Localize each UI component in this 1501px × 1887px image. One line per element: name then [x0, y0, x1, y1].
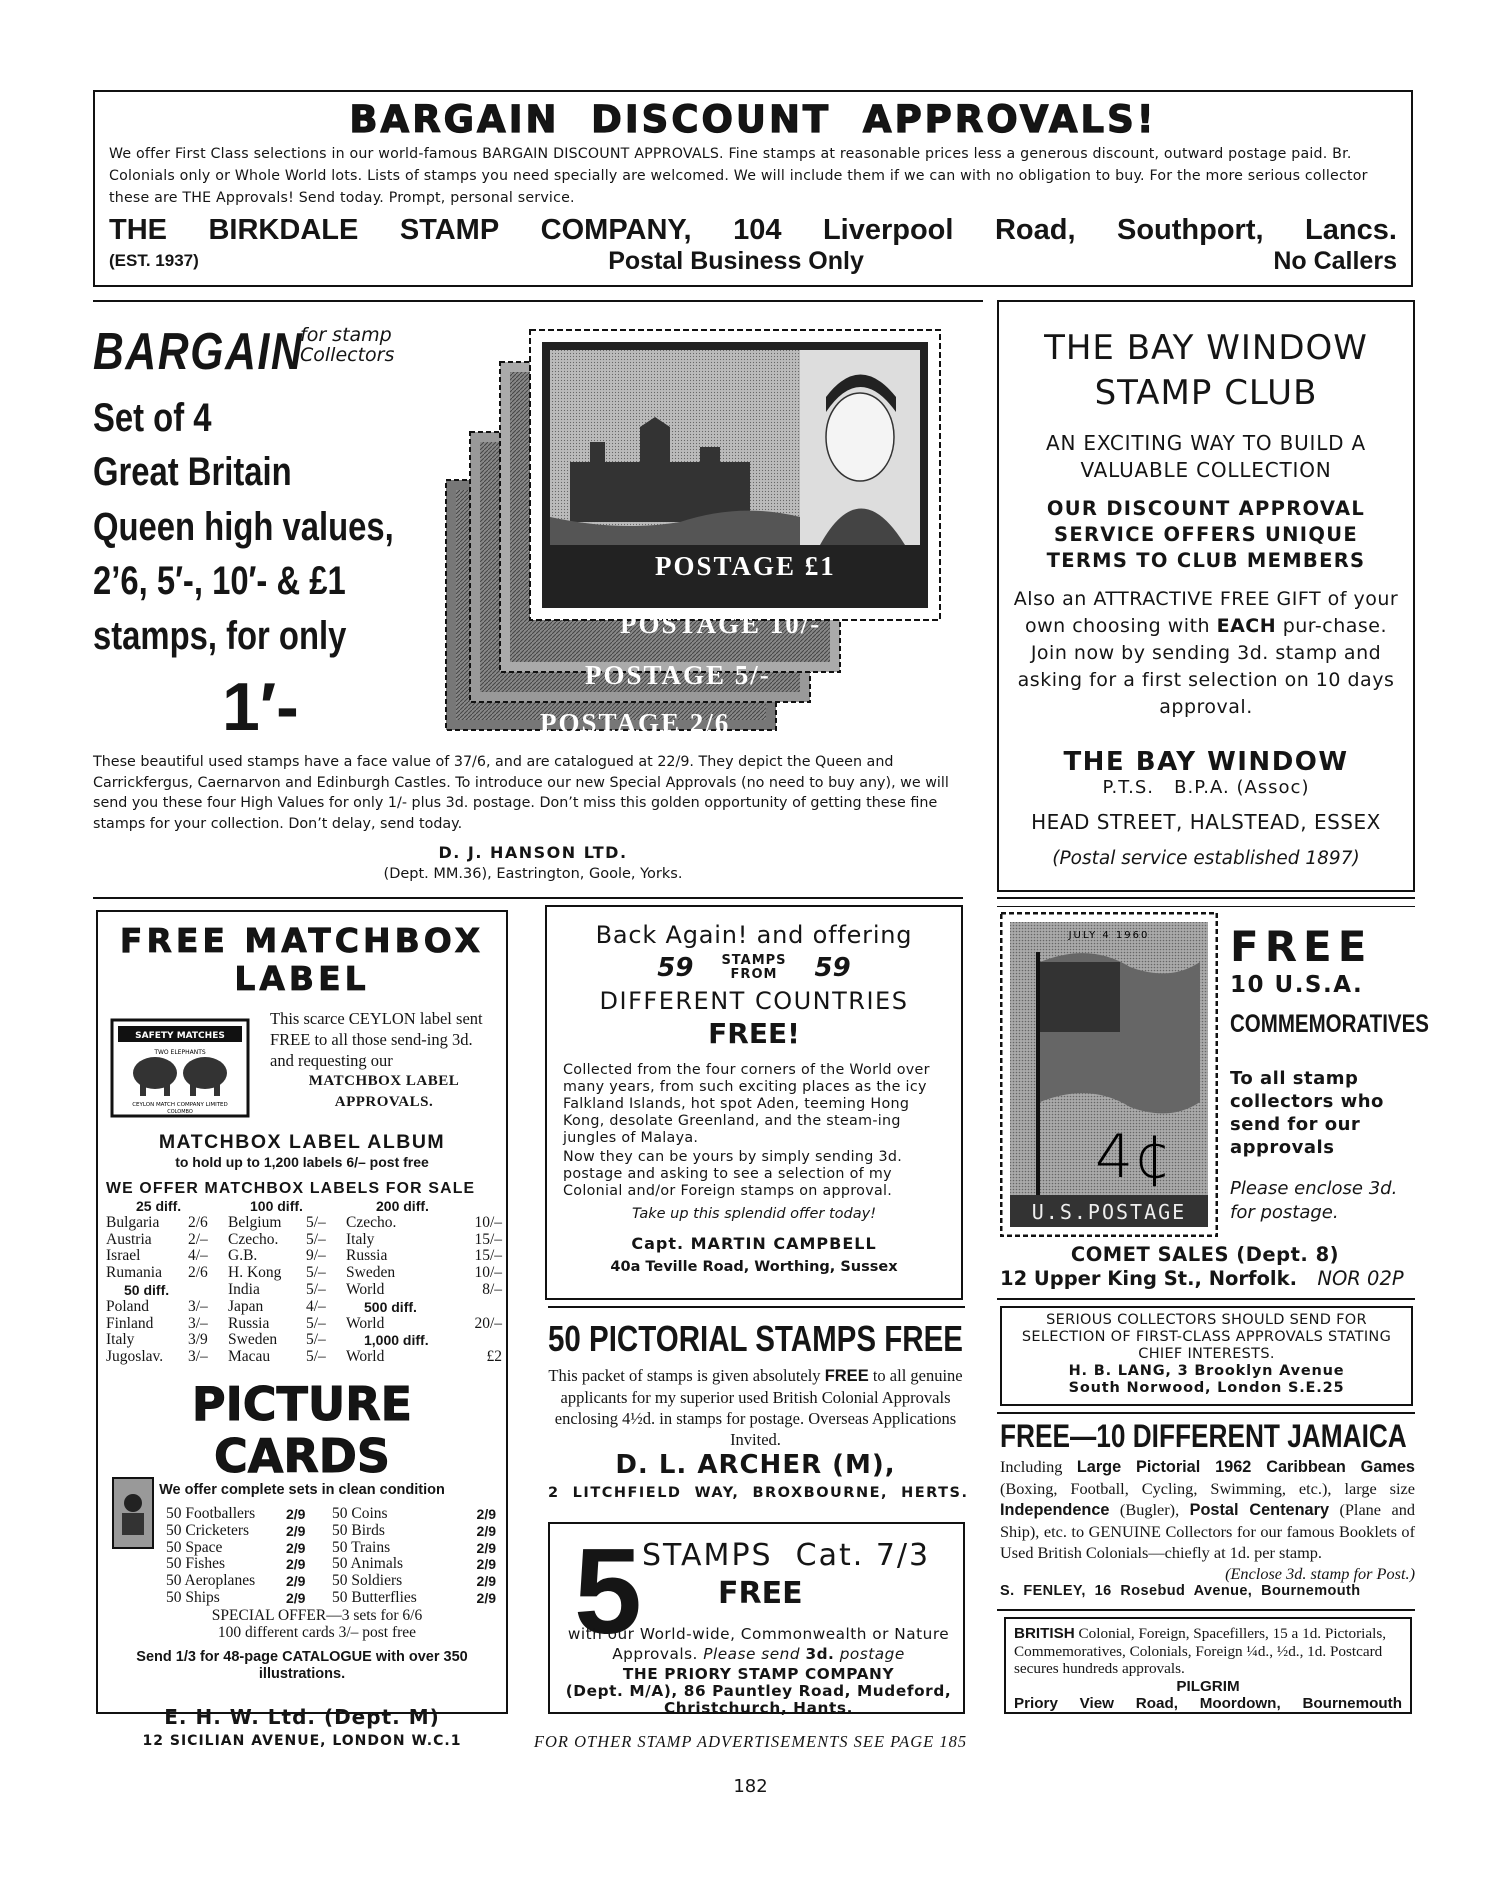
- stamp-label: POSTAGE £1: [655, 551, 836, 581]
- priory-with: [560, 1624, 957, 1664]
- matchbox-cell: [440, 1332, 502, 1349]
- stamps-word: STAMPS: [721, 953, 787, 968]
- matchbox-label-text: TWO ELEPHANTS: [154, 1049, 206, 1056]
- matchbox-row: [106, 1248, 502, 1265]
- priory-name: THE PRIORY STAMP COMPANY: [622, 1665, 895, 1683]
- priory-company: [560, 1666, 957, 1717]
- campbell-stamps-from: [721, 954, 786, 982]
- special-offer-2: 100 different cards 3/– post free: [217, 1623, 417, 1641]
- birkdale-word: Lancs.: [1305, 214, 1397, 246]
- col-header: 25 diff.: [136, 1198, 182, 1214]
- matchbox-cell: 3/–: [188, 1314, 208, 1332]
- birkdale-postal: Postal Business Only: [608, 247, 864, 275]
- bay-paragraph: [1013, 586, 1399, 721]
- hanson-line: 2’6, 5′-, 10′- & £1: [93, 559, 346, 603]
- picture-set-cell: 50 Coins: [332, 1504, 388, 1522]
- campbell-num: 59: [657, 953, 694, 983]
- matchbox-cell: 15/–: [474, 1230, 502, 1248]
- matchbox-intro-text: This scarce CEYLON label sent FREE to all those send-ing 3d. and requesting our: [270, 1009, 483, 1070]
- picture-cards-body: [166, 1506, 496, 1607]
- pilgrim-addr-word: Moordown,: [1199, 1695, 1281, 1712]
- priory-advert: [548, 1522, 965, 1717]
- matchbox-cell: H. Kong: [228, 1264, 282, 1282]
- campbell-take-up: Take up this splendid offer today!: [631, 1206, 877, 1222]
- col-header: 200 diff.: [376, 1198, 429, 1214]
- archer-heading: 50 PICTORIAL STAMPS FREE: [548, 1318, 963, 1359]
- priory-address: (Dept. M/A), 86 Pauntley Road, Mudeford, Christchurch, Hants.: [565, 1682, 952, 1717]
- matchbox-cell: 3/–: [188, 1348, 208, 1366]
- comet-street: 12 Upper King St., Norfolk.: [1000, 1267, 1297, 1290]
- usa-flag-stamp-image: [1000, 912, 1218, 1237]
- pilgrim-text: Colonial, Foreign, Spacefillers, 15 a 1d. Pictorials, Commemoratives, Colonials, Foreign ¼d., ½d., 1d. Postcard secures hundreds approvals.: [1014, 1625, 1387, 1677]
- birkdale-footer: [109, 247, 1397, 275]
- picture-set-cell: 2/9: [286, 1522, 306, 1539]
- campbell-countries: DIFFERENT COUNTRIES: [599, 987, 909, 1015]
- birkdale-no-callers: No Callers: [1273, 247, 1397, 275]
- archer-name: D. L. ARCHER (M),: [615, 1450, 896, 1480]
- picture-set-cell: 2/9: [286, 1589, 306, 1606]
- priory-postage: postage: [834, 1645, 905, 1663]
- archer-address: 2 LITCHFIELD WAY, BROXBOURNE, HERTS.: [548, 1485, 969, 1501]
- matchbox-cell: Italy: [346, 1230, 375, 1248]
- queen-portrait-icon: [826, 393, 894, 481]
- jamaica-heading: FREE—10 DIFFERENT JAMAICA: [1000, 1418, 1407, 1454]
- birkdale-headline: BARGAIN DISCOUNT APPROVALS!: [349, 98, 1157, 141]
- stamp-date: JULY 4 1960: [1068, 930, 1150, 941]
- stamp-label: POSTAGE 5/-: [585, 660, 771, 690]
- matchbox-label-text: SAFETY MATCHES: [135, 1031, 225, 1041]
- matchbox-cell: Russia: [228, 1314, 270, 1332]
- hanson-line: Set of 4: [93, 396, 212, 440]
- matchbox-title: FREE MATCHBOX: [119, 921, 485, 960]
- hanson-subtitle-line: for stamp: [300, 324, 392, 346]
- birkdale-word: Road,: [994, 214, 1076, 246]
- matchbox-cell: 5/–: [306, 1314, 326, 1332]
- jamaica-text: (Bugler),: [1109, 1500, 1190, 1519]
- matchbox-cell: 15/–: [474, 1247, 502, 1265]
- matchbox-cell: Czecho.: [346, 1213, 397, 1231]
- comet-postcode: NOR 02P: [1317, 1267, 1404, 1290]
- campbell-free: FREE!: [708, 1017, 800, 1050]
- campbell-body: Collected from the four corners of the World over many years, from such exciting places as the icy Falkland Islands, hot spot Aden, teeming Hong Kong, desolate Greenland, and the steam-ing jungles of Malaya.: [563, 1062, 930, 1146]
- matchbox-cell: Sweden: [346, 1264, 396, 1282]
- elephant-icon: [133, 1057, 177, 1089]
- picture-set-cell: 50 Footballers: [166, 1504, 256, 1522]
- matchbox-label-text: COLOMBO: [167, 1109, 193, 1115]
- picture-set-cell: 50 Fishes: [166, 1555, 225, 1573]
- birkdale-word: Liverpool: [822, 214, 954, 246]
- matchbox-cell: India: [228, 1280, 260, 1298]
- campbell-advert: [545, 905, 963, 1300]
- matchbox-cell: 2/6: [188, 1264, 208, 1282]
- matchbox-intro: [270, 1008, 498, 1113]
- picture-set-cell: 2/9: [476, 1589, 496, 1606]
- matchbox-cell: 4/–: [188, 1247, 208, 1265]
- bay-each: EACH: [1216, 615, 1277, 637]
- jamaica-address: S. FENLEY, 16 Rosebud Avenue, Bournemouth: [1000, 1583, 1361, 1599]
- picture-set-cell: 2/9: [286, 1556, 306, 1573]
- priory-text: with our World-wide, Commonwealth or Nature Approvals.: [567, 1625, 950, 1663]
- bay-address: HEAD STREET, HALSTEAD, ESSEX: [1031, 810, 1381, 834]
- picture-set-row: [166, 1540, 496, 1557]
- birkdale-word: COMPANY,: [540, 214, 692, 246]
- campbell-name: Capt. MARTIN CAMPBELL: [631, 1234, 877, 1253]
- matchbox-row: [106, 1316, 502, 1333]
- matchbox-row: [106, 1332, 502, 1349]
- picture-set-cell: 2/9: [476, 1522, 496, 1539]
- jamaica-text: (Plane and Ship), etc. to GENUINE Collectors for our famous Booklets of Used British Colonials—chiefly at 1d. per stamp.: [1000, 1500, 1415, 1562]
- birkdale-body: We offer First Class selections in our world-famous BARGAIN DISCOUNT APPROVALS. Fine stamps at reasonable prices less a generous discount, outward postage paid. Br. Colonials only or Whole World lots. Lists of stamps you need specially are welcomed. We will include them if we can with no obligation to buy. For the more serious collector these are THE Approvals! Send today. Prompt, personal service.: [109, 146, 1368, 206]
- picture-cards-table: [166, 1506, 496, 1607]
- stamp-value: 4¢: [1095, 1122, 1172, 1192]
- comet-company: COMET SALES (Dept. 8): [1070, 1243, 1340, 1266]
- matchbox-cell: Finland: [106, 1314, 154, 1332]
- matchbox-table: [106, 1198, 502, 1366]
- comet-please: Please enclose 3d. for postage.: [1230, 1178, 1398, 1223]
- priory-please: Please send: [703, 1645, 806, 1663]
- matchbox-cell: Israel: [106, 1247, 141, 1265]
- matchbox-cell: Czecho.: [228, 1230, 279, 1248]
- footer-note: FOR OTHER STAMP ADVERTISEMENTS SEE PAGE 185: [533, 1732, 968, 1751]
- from-word: FROM: [730, 967, 778, 982]
- jamaica-bold: Independence: [1000, 1501, 1110, 1519]
- campbell-num: 59: [814, 953, 851, 983]
- matchbox-cell: Sweden: [228, 1331, 278, 1349]
- pilgrim-addr-word: View: [1079, 1695, 1114, 1712]
- hanson-body: These beautiful used stamps have a face value of 37/6, and are catalogued at 22/9. They depict the Queen and Carrickfergus, Caernarvon and Edinburgh Castles. To introduce our new Special Approvals (no need to buy any), we will send you these four High Values for only 1/- plus 3d. postage. Don’t miss this golden opportunity of getting these fine stamps for your collection. Don’t delay, send today.: [93, 754, 949, 832]
- jamaica-enclose: (Enclose 3d. stamp for Post.): [1225, 1564, 1415, 1583]
- matchbox-cell: 4/–: [306, 1297, 326, 1315]
- campbell-line: Back Again! and offering: [595, 921, 913, 949]
- jamaica-bold: Postal Centenary: [1189, 1501, 1329, 1519]
- bay-sub: AN EXCITING WAY TO BUILD A VALUABLE COLLECTION: [1045, 431, 1367, 482]
- matchbox-album-sub: to hold up to 1,200 labels 6/– post free: [175, 1154, 429, 1170]
- birkdale-word: THE: [109, 214, 167, 246]
- ehw-address: 12 SICILIAN AVENUE, LONDON W.C.1: [142, 1732, 462, 1749]
- jamaica-body: [1000, 1456, 1415, 1584]
- comet-address: [1000, 1267, 1415, 1290]
- stamp-country: U.S.POSTAGE: [1031, 1200, 1187, 1224]
- matchbox-cell: [440, 1299, 502, 1316]
- archer-free: FREE: [824, 1367, 869, 1385]
- matchbox-cell: Austria: [106, 1230, 152, 1248]
- picture-set-cell: 50 Soldiers: [332, 1572, 403, 1590]
- hanson-address: (Dept. MM.36), Eastrington, Goole, Yorks.: [383, 866, 683, 882]
- picture-set-cell: 2/9: [286, 1505, 306, 1522]
- priory-3d: 3d.: [805, 1645, 835, 1663]
- archer-text: This packet of stamps is given absolutely: [548, 1366, 825, 1385]
- matchbox-cell: Italy: [106, 1331, 135, 1349]
- picture-set-cell: 2/9: [476, 1539, 496, 1556]
- birkdale-word: BIRKDALE: [208, 214, 359, 246]
- bay-offer: OUR DISCOUNT APPROVAL SERVICE OFFERS UNIQUE TERMS TO CLUB MEMBERS: [1046, 497, 1366, 572]
- matchbox-cell: 5/–: [306, 1331, 326, 1349]
- pilgrim-body: [1014, 1625, 1402, 1678]
- picture-set-row: [166, 1523, 496, 1540]
- hanson-line: Great Britain: [93, 450, 292, 494]
- matchbox-cell: Rumania: [106, 1264, 162, 1282]
- matchbox-cell: 10/–: [474, 1264, 502, 1282]
- jamaica-text: Including: [1000, 1457, 1077, 1476]
- picture-set-cell: 50 Birds: [332, 1521, 385, 1539]
- divider: [997, 897, 1415, 899]
- page-number: 182: [733, 1776, 768, 1797]
- matchbox-label-image: [110, 1018, 250, 1118]
- picture-set-row: [166, 1556, 496, 1573]
- special-offer: SPECIAL OFFER—3 sets for 6/6: [211, 1606, 423, 1624]
- matchbox-table-body: [106, 1215, 502, 1366]
- matchbox-title: LABEL: [234, 959, 370, 998]
- pilgrim-name: PILGRIM: [1176, 1677, 1240, 1695]
- matchbox-cell: World: [346, 1314, 385, 1332]
- picture-set-cell: 50 Trains: [332, 1538, 391, 1556]
- matchbox-cell: [188, 1282, 228, 1299]
- jamaica-bold: Large Pictorial 1962 Caribbean Games: [1076, 1458, 1415, 1476]
- lang-address: South Norwood, London S.E.25: [1068, 1380, 1345, 1396]
- matchbox-cell: 5/–: [306, 1264, 326, 1282]
- campbell-address: 40a Teville Road, Worthing, Sussex: [610, 1259, 898, 1275]
- birkdale-word: 104: [733, 214, 782, 246]
- pilgrim-address: [1014, 1695, 1402, 1713]
- matchbox-row: [106, 1282, 502, 1299]
- matchbox-cell: 20/–: [474, 1314, 502, 1332]
- matchbox-row: [106, 1215, 502, 1232]
- matchbox-cell: G.B.: [228, 1247, 258, 1265]
- bay-title: THE BAY WINDOW: [1044, 328, 1368, 368]
- picture-set-row: [166, 1573, 496, 1590]
- archer-text: to all genuine applicants for my superior used British Colonial Approvals enclosing 4½d. in stamps for postage. Overseas Applications Invited.: [554, 1366, 963, 1449]
- matchbox-cell: Belgium: [228, 1213, 282, 1231]
- bay-paragraph-part: Also an ATTRACTIVE FREE GIFT of your own choosing with: [1013, 588, 1399, 637]
- matchbox-cell: 3/–: [188, 1297, 208, 1315]
- pilgrim-advert: [1004, 1617, 1412, 1714]
- archer-body: [548, 1365, 963, 1450]
- ehw-company: E. H. W. Ltd. (Dept. M): [164, 1704, 440, 1729]
- bay-established: (Postal service established 1897): [1052, 848, 1360, 869]
- divider: [997, 1298, 1415, 1300]
- divider: [997, 1412, 1415, 1414]
- priory-five: 5: [574, 1523, 642, 1659]
- matchbox-cell: 5/–: [306, 1213, 326, 1231]
- pilgrim-british: BRITISH: [1014, 1625, 1075, 1642]
- bay-paragraph-part: pur-chase. Join now by sending 3d. stamp and asking for a first selection on 10 days approval.: [1017, 615, 1395, 718]
- matchbox-album: MATCHBOX LABEL ALBUM: [158, 1131, 446, 1153]
- lang-advert: [1000, 1306, 1413, 1406]
- col-header: 100 diff.: [250, 1198, 303, 1214]
- matchbox-catalogue: Send 1/3 for 48-page CATALOGUE with over 350 illustrations.: [136, 1648, 468, 1682]
- matchbox-cell: 10/–: [474, 1213, 502, 1231]
- picture-set-cell: 2/9: [476, 1573, 496, 1590]
- matchbox-cell: World: [346, 1280, 385, 1298]
- campbell-body-2: Now they can be yours by simply sending 3d. postage and asking to see a selection of my Colonial and/or Foreign stamps on approval.: [563, 1149, 903, 1199]
- matchbox-cell: 8/–: [482, 1280, 502, 1298]
- picture-set-cell: 50 Cricketers: [166, 1521, 250, 1539]
- hanson-price: 1′-: [222, 669, 299, 745]
- elephant-icon: [183, 1057, 227, 1089]
- picture-set-cell: 50 Aeroplanes: [166, 1572, 256, 1590]
- picture-set-cell: 2/9: [476, 1505, 496, 1522]
- comet-usa: 10 U.S.A.: [1230, 972, 1364, 998]
- bay-name: THE BAY WINDOW: [1063, 747, 1349, 777]
- matchbox-cell: 3/9: [188, 1331, 208, 1349]
- birkdale-advert: [93, 90, 1413, 287]
- birkdale-company: [109, 213, 1397, 247]
- bay-pts: P.T.S. B.P.A. (Assoc): [1102, 777, 1310, 798]
- pilgrim-addr-word: Road,: [1135, 1695, 1178, 1712]
- matchbox-cell: Jugoslav.: [106, 1348, 164, 1366]
- divider: [997, 906, 1415, 907]
- picture-card-image: [112, 1477, 154, 1549]
- picture-set-cell: 2/9: [476, 1556, 496, 1573]
- lang-name: H. B. LANG, 3 Brooklyn Avenue: [1068, 1363, 1345, 1379]
- matchbox-label-text: CEYLON MATCH COMPANY LIMITED: [132, 1102, 228, 1108]
- campbell-59: [563, 953, 945, 983]
- comet-to-all: To all stamp collectors who send for our approvals: [1230, 1068, 1384, 1158]
- matchbox-cell: 50 diff.: [124, 1281, 170, 1298]
- priory-free: FREE: [718, 1576, 803, 1611]
- matchbox-cell: Russia: [346, 1247, 388, 1265]
- matchbox-we-offer: WE OFFER MATCHBOX LABELS FOR SALE: [106, 1180, 476, 1197]
- matchbox-cell: Poland: [106, 1297, 150, 1315]
- hanson-subtitle: [300, 325, 394, 365]
- matchbox-intro-bold: MATCHBOX LABEL APPROVALS.: [308, 1073, 460, 1110]
- birkdale-word: Southport,: [1116, 214, 1264, 246]
- matchbox-cell: World: [346, 1348, 385, 1366]
- picture-set-cell: 2/9: [286, 1573, 306, 1590]
- bay-title: STAMP CLUB: [1094, 373, 1318, 413]
- comet-free: FREE: [1230, 922, 1373, 971]
- picture-set-row: [166, 1590, 496, 1607]
- picture-cards-title: PICTURE CARDS: [191, 1376, 413, 1483]
- matchbox-row: [106, 1265, 502, 1282]
- matchbox-cell: Bulgaria: [106, 1213, 160, 1231]
- hanson-title: BARGAIN: [93, 323, 304, 381]
- bay-window-advert: [997, 300, 1415, 892]
- divider: [548, 1306, 965, 1308]
- lang-text: SERIOUS COLLECTORS SHOULD SEND FOR SELECTION OF FIRST-CLASS APPROVALS STATING CHIEF INTERESTS.: [1021, 1312, 1392, 1362]
- pilgrim-addr-word: Bournemouth: [1302, 1695, 1402, 1712]
- hanson-company: D. J. HANSON LTD.: [438, 843, 628, 862]
- matchbox-cell: 5/–: [306, 1230, 326, 1248]
- priory-stamps-cat: STAMPS Cat. 7/3: [642, 1538, 931, 1573]
- matchbox-cell: Japan: [228, 1297, 264, 1315]
- hanson-subtitle-line: Collectors: [300, 344, 395, 366]
- picture-set-cell: 50 Animals: [332, 1555, 404, 1573]
- matchbox-table-header: [106, 1198, 502, 1215]
- matchbox-cell: 2/6: [188, 1213, 208, 1231]
- matchbox-cell: 500 diff.: [364, 1298, 417, 1315]
- picture-cards-sub: We offer complete sets in clean condition: [159, 1481, 445, 1498]
- divider: [997, 1609, 1415, 1611]
- stamp-set-image: [440, 322, 980, 750]
- matchbox-cell: £2: [486, 1348, 502, 1366]
- matchbox-cell: 2/–: [188, 1230, 208, 1248]
- picture-set-row: [166, 1506, 496, 1523]
- birkdale-word: STAMP: [399, 214, 500, 246]
- birkdale-established: (EST. 1937): [109, 251, 199, 270]
- picture-set-cell: 50 Butterflies: [332, 1588, 417, 1606]
- picture-set-cell: 50 Ships: [166, 1588, 220, 1606]
- jamaica-text: (Boxing, Football, Cycling, Swimming, etc.), large size: [1000, 1479, 1415, 1498]
- matchbox-cell: 5/–: [306, 1280, 326, 1298]
- matchbox-row: [106, 1299, 502, 1316]
- picture-set-cell: 50 Space: [166, 1538, 223, 1556]
- matchbox-cell: Macau: [228, 1348, 271, 1366]
- comet-commemoratives: COMMEMORATIVES: [1230, 1010, 1429, 1038]
- matchbox-cell: 9/–: [306, 1247, 326, 1265]
- picture-set-cell: 2/9: [286, 1539, 306, 1556]
- matchbox-cell: 5/–: [306, 1348, 326, 1366]
- stamp-label: POSTAGE 2/6: [540, 708, 731, 738]
- stamp-label: POSTAGE 10/-: [620, 609, 822, 639]
- pilgrim-addr-word: Priory: [1014, 1695, 1058, 1712]
- matchbox-cell: 1,000 diff.: [364, 1332, 429, 1349]
- matchbox-row: [106, 1349, 502, 1366]
- hanson-line: stamps, for only: [93, 614, 347, 658]
- hanson-line: Queen high values,: [93, 505, 394, 549]
- matchbox-advert: [96, 910, 508, 1749]
- divider: [93, 897, 963, 899]
- divider: [93, 300, 983, 302]
- matchbox-row: [106, 1232, 502, 1249]
